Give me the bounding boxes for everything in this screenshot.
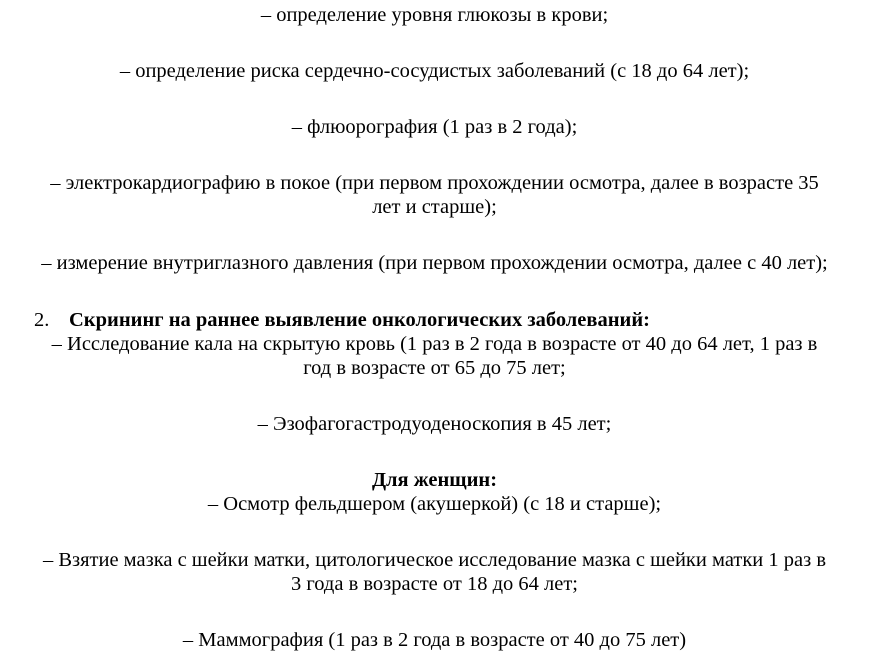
item-ecg-line2: лет и старше); xyxy=(372,196,497,218)
item-egds: – Эзофагогастродуоденоскопия в 45 лет; xyxy=(257,413,612,435)
item-stool-line1: – Исследование кала на скрытую кровь (1 раз в 2 года в возрасте от 40 до 64 лет, 1 раз в xyxy=(51,333,818,355)
item-cardio-risk: – определение риска сердечно-сосудистых заболеваний (с 18 до 64 лет); xyxy=(119,60,750,82)
women-heading: Для женщин: xyxy=(371,469,498,491)
item-ecg-line1: – электрокардиографию в покое (при первом прохождении осмотра, далее в возрасте 35 xyxy=(50,172,819,194)
item-paramedic-exam: – Осмотр фельдшером (акушеркой) (с 18 и старше); xyxy=(207,493,662,515)
item-stool-line2: год в возрасте от 65 до 75 лет; xyxy=(303,357,566,379)
item-smear-line1: – Взятие мазка с шейки матки, цитологическое исследование мазка с шейки матки 1 раз в xyxy=(42,549,827,571)
item-fluorography: – флюорография (1 раз в 2 года); xyxy=(291,116,578,138)
section-heading: Скрининг на раннее выявление онкологических заболеваний: xyxy=(69,309,650,331)
section-number: 2. xyxy=(34,309,50,331)
item-iop: – измерение внутриглазного давления (при первом прохождении осмотра, далее с 40 лет); xyxy=(41,252,828,274)
item-glucose: – определение уровня глюкозы в крови; xyxy=(260,4,609,26)
item-mammography: – Маммография (1 раз в 2 года в возрасте от 40 до 75 лет) xyxy=(182,629,687,651)
item-smear-line2: 3 года в возрасте от 18 до 64 лет; xyxy=(290,573,578,595)
